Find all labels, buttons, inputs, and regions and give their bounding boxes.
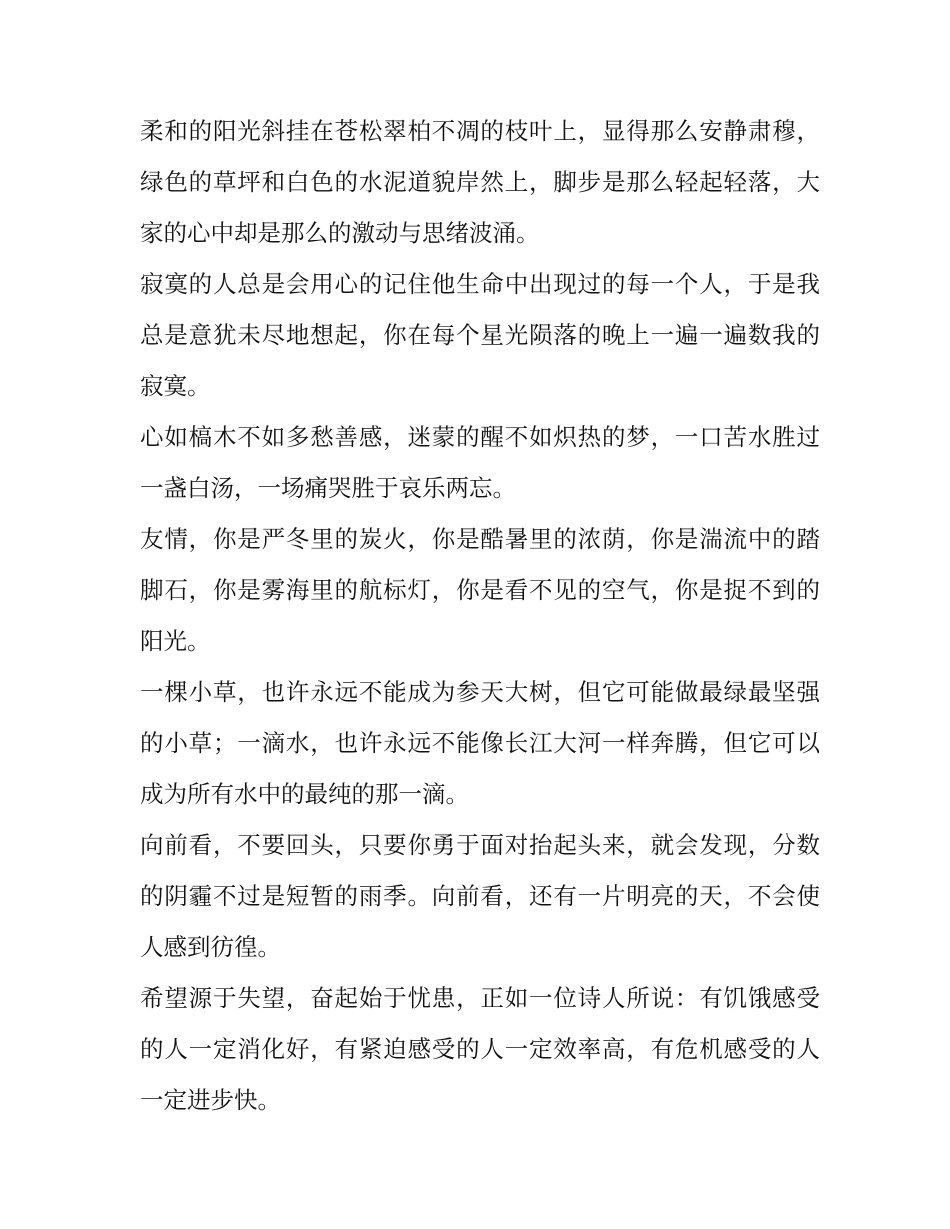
paragraph-1: 柔和的阳光斜挂在苍松翠柏不凋的枝叶上，显得那么安静肃穆，绿色的草坪和白色的水泥道貌岸然上，脚步是那么轻起轻落，大家的心中却是那么的激动与思绪波涌。: [140, 117, 820, 247]
paragraph-3: 心如槁木不如多愁善感，迷蒙的醒不如炽热的梦，一口苦水胜过一盏白汤，一场痛哭胜于哀乐两忘。: [140, 423, 820, 502]
paragraph-5: 一棵小草，也许永远不能成为参天大树，但它可能做最绿最坚强的小草；一滴水，也许永远不能像长江大河一样奔腾，但它可以成为所有水中的最纯的那一滴。: [140, 678, 820, 808]
paragraph-2: 寂寞的人总是会用心的记住他生命中出现过的每一个人，于是我总是意犹未尽地想起，你在每个星光陨落的晚上一遍一遍数我的寂寞。: [140, 270, 820, 400]
paragraph-6: 向前看，不要回头，只要你勇于面对抬起头来，就会发现，分数的阴霾不过是短暂的雨季。向前看，还有一片明亮的天，不会使人感到彷徨。: [140, 831, 820, 961]
paragraph-4: 友情，你是严冬里的炭火，你是酷暑里的浓荫，你是湍流中的踏脚石，你是雾海里的航标灯，你是看不见的空气，你是捉不到的阳光。: [140, 525, 820, 655]
paragraph-7: 希望源于失望，奋起始于忧患，正如一位诗人所说：有饥饿感受的人一定消化好，有紧迫感受的人一定效率高，有危机感受的人一定进步快。: [140, 984, 820, 1114]
document-body: [140, 106, 820, 1126]
